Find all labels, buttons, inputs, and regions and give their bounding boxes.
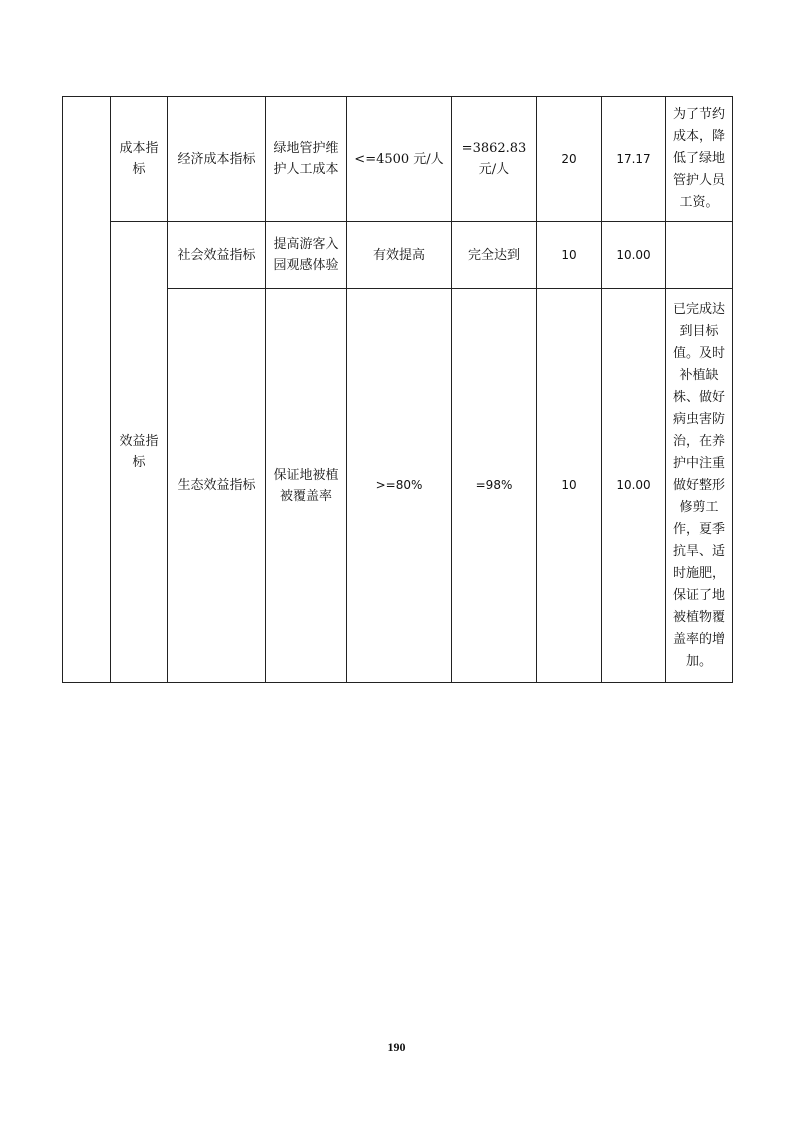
indicator-cell: 保证地被植被覆盖率	[266, 289, 347, 683]
score-cell: 10.00	[602, 289, 666, 683]
indicator-cell: 绿地管护维护人工成本	[266, 97, 347, 222]
page-number: 190	[387, 1040, 406, 1054]
score-cell: 17.17	[602, 97, 666, 222]
table-row	[63, 97, 733, 222]
target-value-cell: 有效提高	[347, 222, 452, 289]
note-cell	[666, 222, 733, 289]
target-value-cell: <=4500 元/人	[347, 97, 452, 222]
note-cell: 已完成达到目标值。及时补植缺株、做好病虫害防治，在养护中注重做好整形修剪工作，夏季抗旱、适时施肥，保证了地被植物覆盖率的增加。	[666, 289, 733, 683]
indicator-cell: 提高游客入园观感体验	[266, 222, 347, 289]
subcategory-cell: 生态效益指标	[168, 289, 266, 683]
subcategory-cell: 经济成本指标	[168, 97, 266, 222]
weight-cell: 20	[537, 97, 602, 222]
actual-value-cell: =98%	[452, 289, 537, 683]
blank-first-column-cell	[63, 97, 111, 683]
weight-cell: 10	[537, 289, 602, 683]
actual-value-cell: =3862.83 元/人	[452, 97, 537, 222]
note-cell: 为了节约成本，降低了绿地管护人员工资。	[666, 97, 733, 222]
category-cell: 效益指标	[111, 222, 168, 683]
table-row	[63, 222, 733, 289]
actual-value-cell: 完全达到	[452, 222, 537, 289]
category-cell: 成本指标	[111, 97, 168, 222]
weight-cell: 10	[537, 222, 602, 289]
subcategory-cell: 社会效益指标	[168, 222, 266, 289]
target-value-cell: >=80%	[347, 289, 452, 683]
performance-table	[62, 96, 733, 683]
score-cell: 10.00	[602, 222, 666, 289]
